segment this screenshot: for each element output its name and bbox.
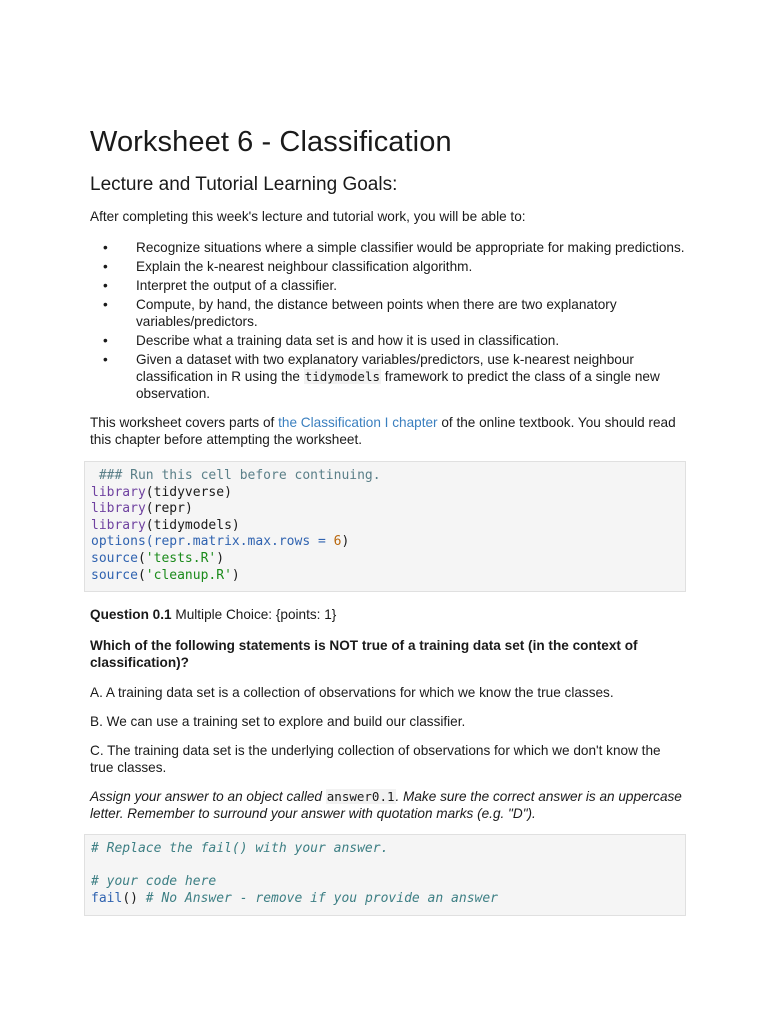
code-cell-answer[interactable] bbox=[84, 834, 686, 915]
question-type: Multiple Choice: {points: 1} bbox=[171, 607, 337, 623]
goal-item: • Recognize situations where a simple classifier would be appropriate for making predictions. bbox=[90, 239, 686, 256]
code-arg: tidyverse bbox=[153, 484, 225, 500]
notebook-content bbox=[90, 124, 686, 930]
answer-option-c: C. The training data set is the underlying collection of observations for which we don't know the true classes. bbox=[90, 743, 661, 776]
answer-option-a: A. A training data set is a collection of observations for which we know the true classes. bbox=[90, 685, 614, 701]
code-op: = bbox=[310, 534, 334, 550]
goal-item: • Compute, by hand, the distance between points when there are two explanatory variables/predictors. bbox=[90, 296, 686, 330]
question-header bbox=[90, 606, 686, 623]
code-cell-setup[interactable]: ### Run this cell before continuing. library(tidyverse) library(repr) library(tidymodels) options(repr.matrix.max.rows = 6) source('tests.R') source('cleanup.R') bbox=[84, 461, 686, 592]
code-string: 'tests.R' bbox=[145, 550, 217, 566]
goal-text: Given a dataset with two explanatory variables/predictors, use k-nearest neighbour classification in R using the bbox=[136, 352, 634, 384]
inline-code: answer0.1 bbox=[326, 789, 395, 805]
assign-after: . Make sure the correct answer is an uppercase letter. Remember to surround your answer with quotation marks (e.g. "D"). bbox=[90, 789, 682, 822]
code-paren: ( bbox=[145, 501, 154, 517]
code-arg: repr bbox=[153, 501, 185, 517]
goals-heading: Lecture and Tutorial Learning Goals: bbox=[90, 174, 398, 195]
goal-item: • Describe what a training data set is and how it is used in classification. bbox=[90, 332, 686, 349]
code-paren: ( bbox=[145, 517, 154, 533]
question-statement: Which of the following statements is NOT true of a training data set (in the context of classification)? bbox=[90, 638, 638, 671]
goal-text: framework to predict the class of a single new observation. bbox=[136, 369, 660, 401]
code-paren: ( bbox=[145, 484, 154, 500]
goal-item bbox=[90, 351, 686, 402]
code-fn: library bbox=[91, 517, 146, 533]
code-paren: ) bbox=[224, 484, 232, 500]
code-comment: ### Run this cell before continuing. bbox=[91, 468, 381, 483]
assign-before: Assign your answer to an object called bbox=[90, 789, 326, 805]
code-number: 6 bbox=[333, 534, 342, 550]
code-fn: options bbox=[91, 534, 146, 550]
code-arg: repr.matrix.max.rows bbox=[153, 534, 311, 550]
code-paren: () bbox=[122, 890, 138, 906]
answer-option-b: B. We can use a training set to explore and build our classifier. bbox=[90, 714, 466, 730]
assign-instructions bbox=[90, 788, 686, 822]
coverage-after: of the online textbook. You should read this chapter before attempting the worksheet. bbox=[90, 415, 676, 447]
page-title: Worksheet 6 - Classification bbox=[90, 126, 452, 158]
coverage-text bbox=[90, 414, 686, 448]
goals-list bbox=[90, 239, 686, 402]
code-fn: source bbox=[91, 567, 138, 583]
code-paren: ) bbox=[184, 501, 193, 517]
goal-item: • Interpret the output of a classifier. bbox=[90, 277, 686, 294]
code-fn: library bbox=[91, 484, 146, 500]
chapter-link[interactable]: the Classification I chapter bbox=[278, 415, 438, 430]
coverage-before: This worksheet covers parts of bbox=[90, 415, 279, 430]
code-paren: ) bbox=[231, 517, 240, 533]
code-string: 'cleanup.R' bbox=[145, 567, 232, 583]
goal-item: • Explain the k-nearest neighbour classification algorithm. bbox=[90, 258, 686, 275]
code-comment: # your code here bbox=[91, 874, 217, 890]
code-comment: # No Answer - remove if you provide an answer bbox=[137, 890, 498, 906]
code-fn: source bbox=[91, 550, 138, 566]
code-fn: library bbox=[91, 501, 146, 517]
code-arg: tidymodels bbox=[153, 517, 232, 533]
code-comment: # Replace the fail() with your answer. bbox=[91, 841, 389, 857]
question-label: Question 0.1 bbox=[90, 607, 172, 623]
inline-code: tidymodels bbox=[304, 369, 381, 384]
code-fn: fail bbox=[91, 890, 123, 906]
intro-text: After completing this week's lecture and tutorial work, you will be able to: bbox=[90, 209, 526, 224]
